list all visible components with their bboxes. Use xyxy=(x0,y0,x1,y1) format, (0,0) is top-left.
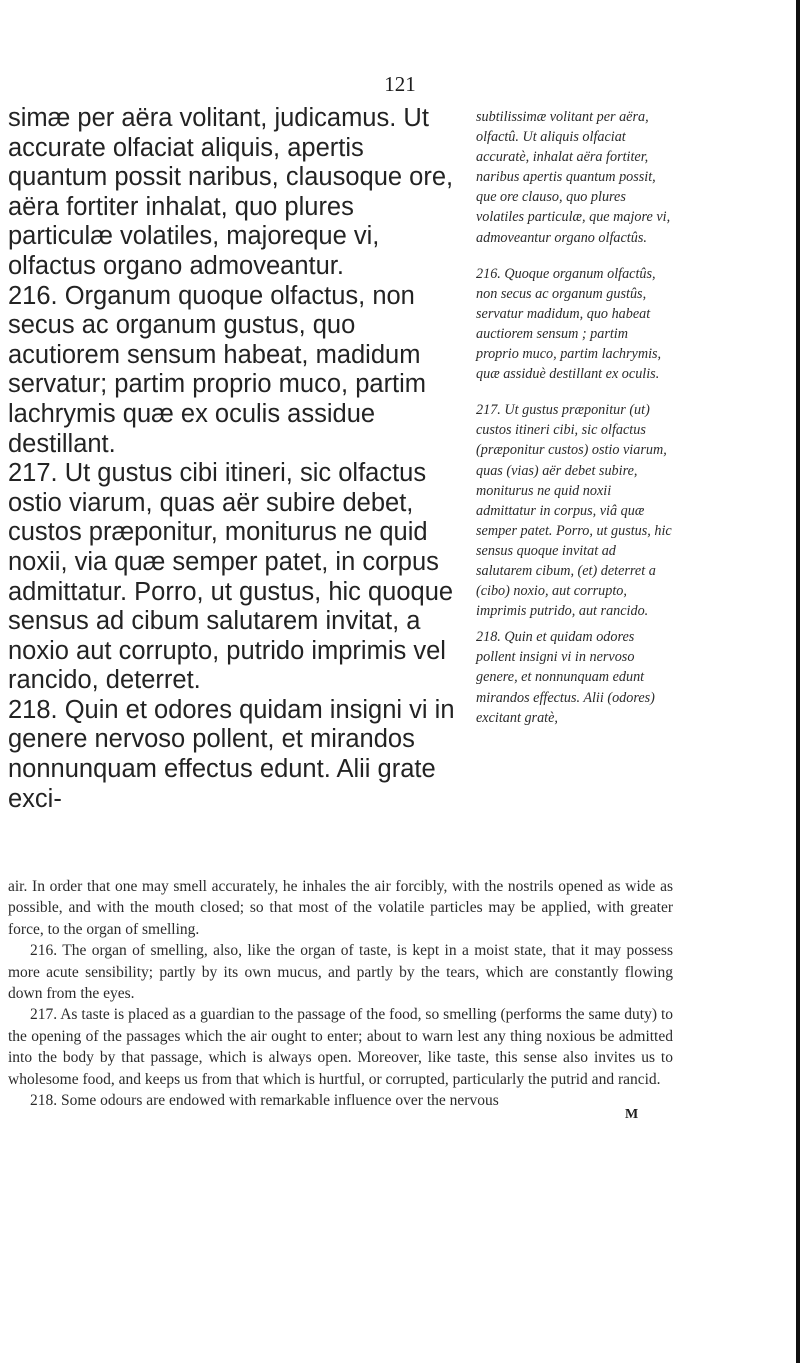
binding-edge xyxy=(796,0,800,1363)
latin-paragraph-217: 217. Ut gustus cibi itineri, sic olfactus ostio viarum, quas aër subire debet, custos præponitur, moniturus ne quid noxii, via quæ semper patet, in corpus admittatur. Porro, ut gustus, hic quoque sensus ad cibum salutarem invitat, a noxio aut corrupto, putrido imprimis vel rancido, deterret. xyxy=(8,459,454,695)
latin-paragraph: simæ per aëra volitant, judicamus. Ut accurate olfaciat aliquis, apertis quantum possit naribus, clausoque ore, aëra fortiter inhalat, quo plures particulæ volatiles, majoreque vi, olfactus organo admoveantur. xyxy=(8,104,454,280)
translation-paragraph: air. In order that one may smell accurately, he inhales the air forcibly, with the nostrils opened as wide as possible, and with the mouth closed; so that most of the volatile particles may be applied, with greater force, to the organ of smelling. xyxy=(8,878,673,938)
translation-paragraph-217: 217. As taste is placed as a guardian to the passage of the food, so smelling (performs the same duty) to the opening of the passages which the air ought to enter; about to warn lest any thing noxious be admitted into the body by that passage, which is always open. Moreover, like taste, this sense also invites us to wholesome food, and keeps us from that which is hurtful, or corrupted, particularly the putrid and rancid. xyxy=(8,1006,673,1088)
latin-paragraph-216: 216. Organum quoque olfactus, non secus ac organum gustus, quo acutiorem sensum habeat, madidum servatur; partim proprio muco, partim lachrymis quæ ex oculis assidue destillant. xyxy=(8,281,427,458)
page-number: 121 xyxy=(384,72,416,96)
signature-mark: M xyxy=(625,1107,639,1122)
construe-note-218: 218. Quin et quidam odores pollent insigni vi in nervoso genere, et nonnunquam edunt mirandos effectus. Alii (odores) excitant gratè, xyxy=(476,629,655,726)
construe-note-217: 217. Ut gustus præponitur (ut) custos itineri cibi, sic olfactus (præponitur custos) ostio viarum, quas (vias) aër debet subire, moniturus ne quid noxii admittatur in corpus, viâ quæ semper patet. Porro, ut gustus, hic sensus quoque invitat ad salutarem cibum, (et) deterret a (cibo) noxio, aut corrupto, imprimis putrido, aut rancido. xyxy=(476,402,672,620)
translation-paragraph-216: 216. The organ of smelling, also, like the organ of taste, is kept in a moist state, that it may possess more acute sensibility; partly by its own mucus, and partly by the tears, which are constantly flowing down from the eyes. xyxy=(8,942,673,1003)
latin-paragraph-218: 218. Quin et odores quidam insigni vi in genere nervoso pollent, et mirandos nonnunquam effectus edunt. Alii grate exci- xyxy=(8,695,455,813)
construe-notes-column xyxy=(476,107,672,744)
construe-note-216: 216. Quoque organum olfactûs, non secus ac organum gustûs, servatur madidum, quo habeat auctiorem sensum ; partim proprio muco, partim lachrymis, quæ assiduè destillant ex oculis. xyxy=(476,265,662,383)
english-translation xyxy=(8,876,673,1111)
latin-text-column xyxy=(8,104,458,814)
translation-paragraph-218: 218. Some odours are endowed with remarkable influence over the nervous xyxy=(30,1092,499,1110)
construe-note: subtilissimæ volitant per aëra, olfactû. Ut aliquis olfaciat accuratè, inhalat aëra fortiter, naribus apertis quantum possit, que ore clauso, quo plures volatiles particulæ, que majore vi, admoveantur organo olfactûs. xyxy=(476,109,671,246)
